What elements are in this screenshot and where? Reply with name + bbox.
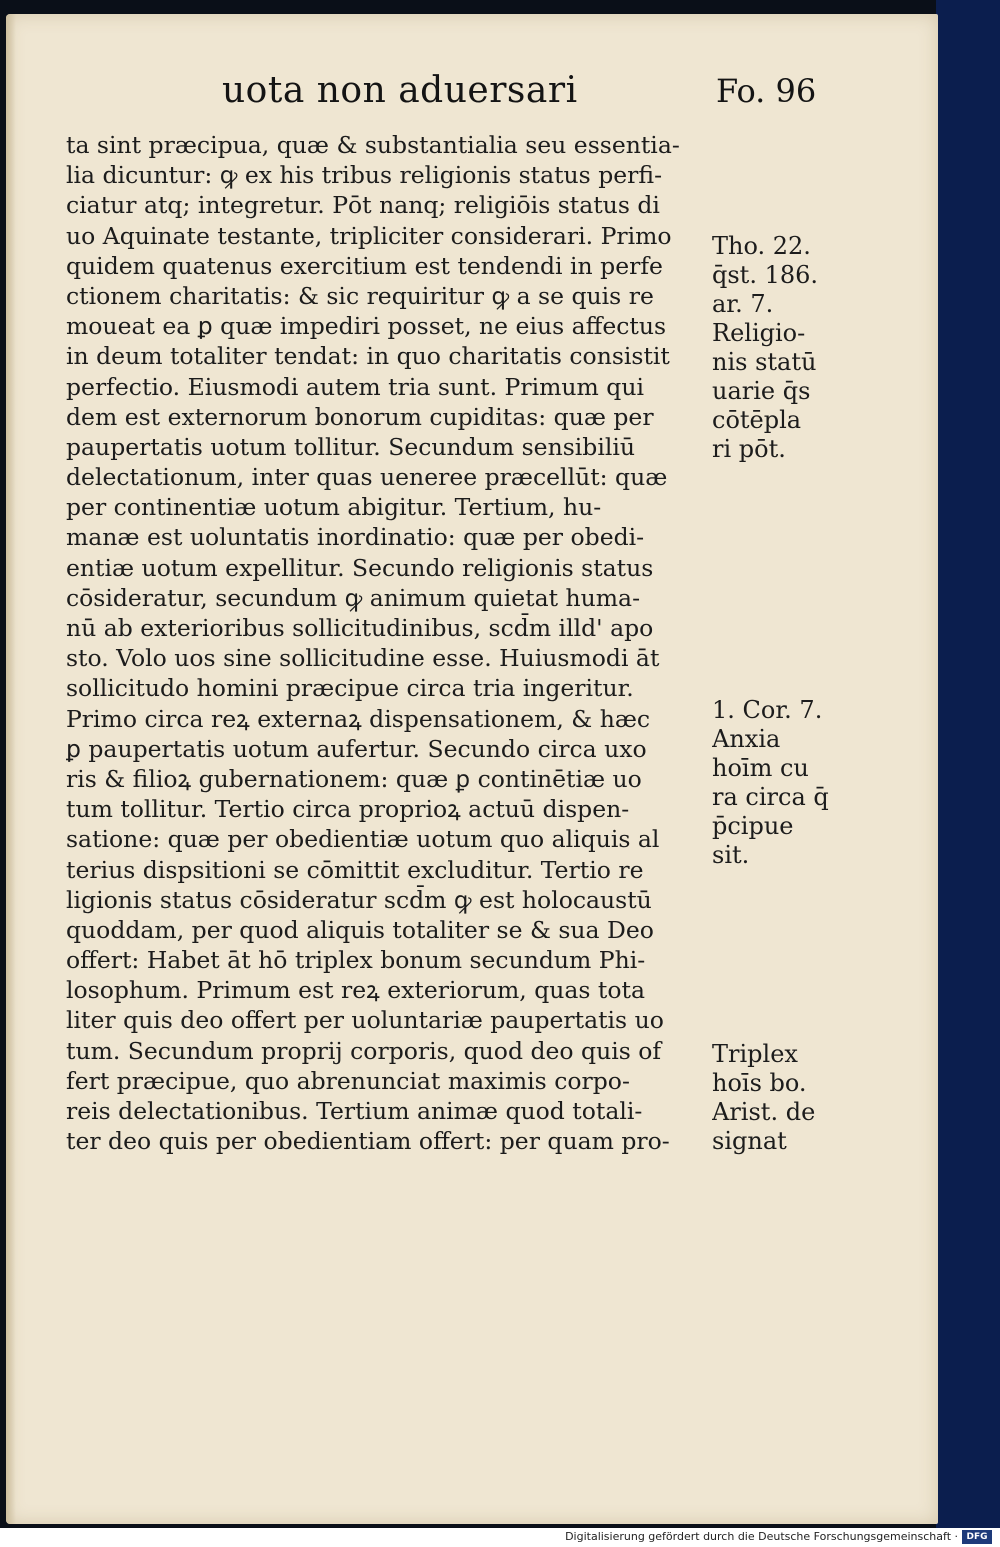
margin-line: p̄cipue bbox=[712, 812, 794, 840]
text-line: satione: quæ per obedientiæ uotum quo aliquis al bbox=[66, 825, 660, 854]
text-line: delectationum, inter quas ueneree præcellūt: quæ bbox=[66, 463, 668, 492]
text-line: moueat ea ꝑ quæ impediri posset, ne eius affectus bbox=[66, 312, 667, 341]
text-line: Primo circa reꝝ externaꝝ dispensationem, & hæc bbox=[66, 704, 651, 733]
margin-line: q̄st. 186. bbox=[712, 261, 819, 289]
scan-background-strip bbox=[936, 0, 1000, 1528]
digitization-footer bbox=[0, 1528, 1000, 1547]
margin-line: ra circa q̄ bbox=[712, 783, 829, 811]
text-line: per continentiæ uotum abigitur. Tertium, hu- bbox=[66, 493, 602, 522]
text-line: paupertatis uotum tollitur. Secundum sensibiliū bbox=[66, 432, 636, 461]
running-head: uota non aduersari bbox=[222, 70, 578, 111]
text-line: ta sint præcipua, quæ & substantialia seu essentia- bbox=[66, 131, 680, 159]
text-line: tum. Secundum proprij corporis, quod deo quis of bbox=[66, 1036, 662, 1065]
folio-number: Fo. 96 bbox=[716, 72, 817, 110]
text-line: reis delectationibus. Tertium animæ quod totali- bbox=[66, 1097, 643, 1125]
margin-note-thomas bbox=[712, 232, 927, 464]
text-line: ter deo quis per obedientiam offert: per quam pro- bbox=[66, 1127, 670, 1156]
text-line: tum tollitur. Tertio circa proprioꝝ actuū dispen- bbox=[66, 795, 630, 824]
text-line: losophum. Primum est reꝝ exteriorum, quas tota bbox=[66, 976, 645, 1005]
text-line: cōsideratur, secundum ꝙ animum quietat huma- bbox=[66, 583, 641, 612]
margin-note-corinthians bbox=[712, 696, 927, 870]
text-line: dem est externorum bonorum cupiditas: quæ per bbox=[66, 402, 654, 431]
margin-line: hoīm cu bbox=[712, 754, 809, 782]
page-edge-shadow bbox=[6, 14, 16, 1524]
text-line: ciatur atq; integretur. Pōt nanq; religiōis status di bbox=[66, 191, 660, 220]
dfg-logo: DFG bbox=[962, 1530, 992, 1544]
text-line: uo Aquinate testante, tripliciter considerari. Primo bbox=[66, 221, 672, 250]
text-line: perfectio. Eiusmodi autem tria sunt. Primum qui bbox=[66, 372, 644, 401]
margin-line: Arist. de bbox=[712, 1098, 816, 1126]
margin-line: Tho. 22. bbox=[712, 232, 811, 260]
main-text-block bbox=[66, 130, 694, 1156]
text-line: fert præcipue, quo abrenunciat maximis corpo- bbox=[66, 1066, 630, 1095]
margin-line: Triplex bbox=[712, 1040, 798, 1068]
text-line: manæ est uoluntatis inordinatio: quæ per obedi- bbox=[66, 523, 645, 552]
margin-line: ar. 7. bbox=[712, 290, 774, 318]
text-line: ligionis status cōsideratur scd̄m ꝙ est holocaustū bbox=[66, 885, 652, 914]
margin-line: signat bbox=[712, 1127, 787, 1155]
text-line: sto. Volo uos sine sollicitudine esse. Huiusmodi āt bbox=[66, 644, 660, 673]
text-line: nū ab exterioribus sollicitudinibus, scd̄m illd' apo bbox=[66, 614, 654, 642]
text-line: terius dispsitioni se cōmittit excluditur. Tertio re bbox=[66, 855, 644, 884]
text-line: quidem quatenus exercitium est tendendi in perfe bbox=[66, 251, 663, 280]
margin-line: Anxia bbox=[712, 725, 781, 753]
text-line: ris & filioꝝ gubernationem: quæ ꝑ continētiæ uo bbox=[66, 764, 642, 793]
text-line: lia dicuntur: ꝙ ex his tribus religionis status perfi- bbox=[66, 161, 663, 190]
text-line: sollicitudo homini præcipue circa tria ingeritur. bbox=[66, 674, 634, 703]
margin-line: ri pōt. bbox=[712, 435, 786, 463]
text-line: ctionem charitatis: & sic requiritur ꝙ a se quis re bbox=[66, 281, 654, 310]
margin-line: 1. Cor. 7. bbox=[712, 696, 823, 724]
margin-line: uarie q̄s bbox=[712, 377, 811, 405]
text-line: entiæ uotum expellitur. Secundo religionis status bbox=[66, 553, 654, 582]
text-line: ꝑ paupertatis uotum aufertur. Secundo circa uxo bbox=[66, 734, 647, 763]
margin-line: sit. bbox=[712, 841, 750, 869]
margin-line: Religio- bbox=[712, 319, 806, 347]
margin-line: hoīs bo. bbox=[712, 1069, 807, 1097]
text-line: in deum totaliter tendat: in quo charitatis consistit bbox=[66, 342, 670, 371]
text-line: quoddam, per quod aliquis totaliter se & sua Deo bbox=[66, 915, 654, 944]
dfg-credit: Digitalisierung gefördert durch die Deutsche Forschungsgemeinschaft · bbox=[565, 1530, 958, 1543]
text-line: liter quis deo offert per uoluntariæ paupertatis uo bbox=[66, 1006, 664, 1035]
text-line: offert: Habet āt hō triplex bonum secundum Phi- bbox=[66, 946, 646, 975]
margin-note-triplex bbox=[712, 1040, 927, 1156]
margin-line: cōtēpla bbox=[712, 406, 802, 434]
margin-line: nis statū bbox=[712, 348, 817, 376]
